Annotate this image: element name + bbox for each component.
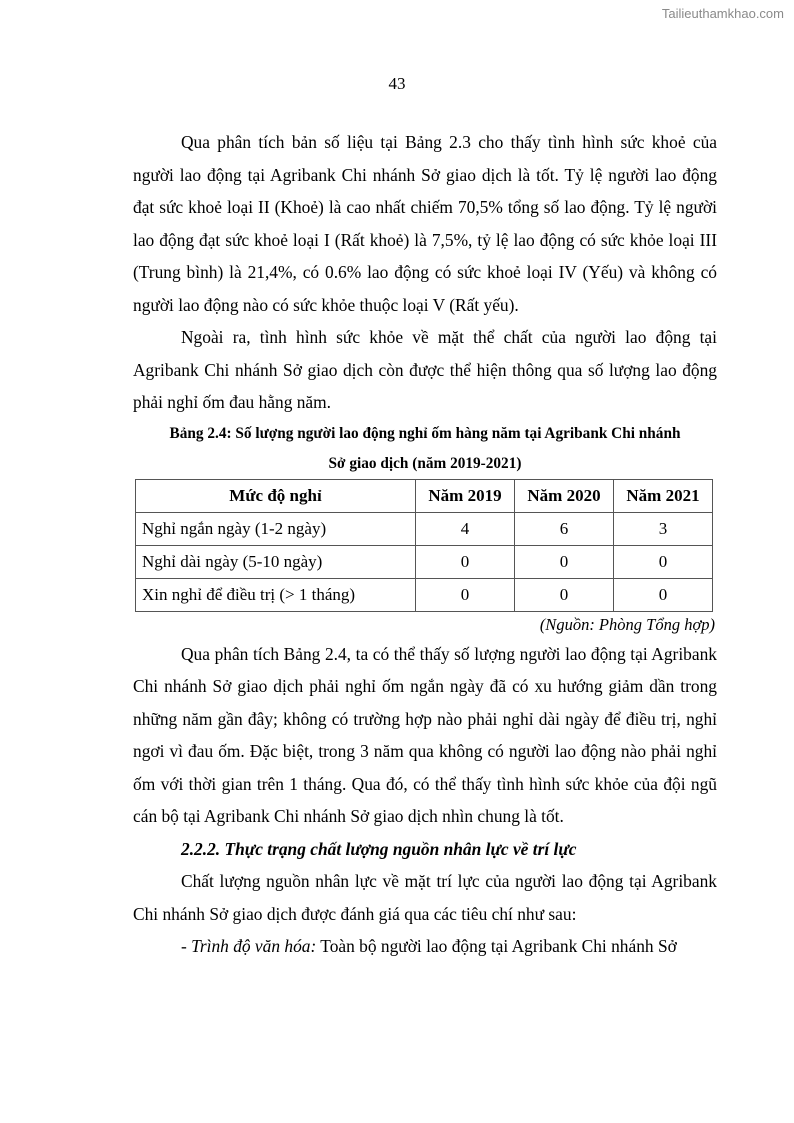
criterion-label: - Trình độ văn hóa: xyxy=(181,936,317,956)
header-2021: Năm 2021 xyxy=(614,479,713,512)
section-heading: 2.2.2. Thực trạng chất lượng nguồn nhân lực về trí lực xyxy=(181,838,577,859)
header-level: Mức độ nghỉ xyxy=(136,479,416,512)
row-label: Nghỉ dài ngày (5-10 ngày) xyxy=(136,545,416,578)
cell-value: 0 xyxy=(515,578,614,611)
header-2020: Năm 2020 xyxy=(515,479,614,512)
row-label: Nghỉ ngắn ngày (1-2 ngày) xyxy=(136,512,416,545)
paragraph-5 xyxy=(133,930,717,963)
row-label: Xin nghỉ để điều trị (> 1 tháng) xyxy=(136,578,416,611)
cell-value: 0 xyxy=(614,545,713,578)
cell-value: 0 xyxy=(416,578,515,611)
criterion-text: Toàn bộ người lao động tại Agribank Chi nhánh Sở xyxy=(316,936,677,956)
cell-value: 0 xyxy=(416,545,515,578)
document-body xyxy=(133,126,717,963)
page-number: 43 xyxy=(388,74,406,93)
table-row xyxy=(136,578,713,611)
cell-value: 3 xyxy=(614,512,713,545)
table-caption-line-1: Bảng 2.4: Số lượng người lao động nghỉ ốm hàng năm tại Agribank Chi nhánh xyxy=(169,424,681,442)
header-2019: Năm 2019 xyxy=(416,479,515,512)
watermark: Tailieuthamkhao.com xyxy=(661,6,784,21)
paragraph-4: Chất lượng nguồn nhân lực về mặt trí lực của người lao động tại Agribank Chi nhánh Sở giao dịch được đánh giá qua các tiêu chí như sau: xyxy=(133,871,717,924)
paragraph-3: Qua phân tích Bảng 2.4, ta có thể thấy số lượng người lao động tại Agribank Chi nhánh Sở giao dịch phải nghỉ ốm ngắn ngày đã có xu hướng giảm dần trong những năm gần đây; không có trường hợp nào phải nghỉ dài ngày để điều trị, nghỉ ngơi vì đau ốm. Đặc biệt, trong 3 năm qua không có người lao động nào phải nghỉ ốm với thời gian trên 1 tháng. Qua đó, có thể thấy tình hình sức khỏe của đội ngũ cán bộ tại Agribank Chi nhánh Sở giao dịch nhìn chung là tốt. xyxy=(133,643,717,826)
table-row xyxy=(136,545,713,578)
table-caption xyxy=(133,419,717,479)
cell-value: 0 xyxy=(614,578,713,611)
cell-value: 6 xyxy=(515,512,614,545)
table-row xyxy=(136,512,713,545)
paragraph-2: Ngoài ra, tình hình sức khỏe về mặt thể chất của người lao động tại Agribank Chi nhánh Sở giao dịch còn được thể hiện thông qua số lượng lao động phải nghỉ ốm đau hằng năm. xyxy=(133,327,717,412)
cell-value: 0 xyxy=(515,545,614,578)
table-caption-line-2: Sở giao dịch (năm 2019-2021) xyxy=(328,454,522,472)
paragraph-1: Qua phân tích bản số liệu tại Bảng 2.3 cho thấy tình hình sức khoẻ của người lao động tại Agribank Chi nhánh Sở giao dịch là tốt. Tỷ lệ người lao động đạt sức khoẻ loại II (Khoẻ) là cao nhất chiếm 70,5% tổng số lao động. Tỷ lệ người lao động đạt sức khoẻ loại I (Rất khoẻ) là 7,5%, tỷ lệ lao động có sức khỏe loại III (Trung bình) là 21,4%, có 0.6% lao động có sức khoẻ loại IV (Yếu) và không có người lao động nào có sức khỏe thuộc loại V (Rất yếu). xyxy=(133,132,717,315)
sick-leave-table xyxy=(135,479,713,612)
table-source: (Nguồn: Phòng Tổng hợp) xyxy=(539,614,715,634)
cell-value: 4 xyxy=(416,512,515,545)
table-header-row xyxy=(136,479,713,512)
